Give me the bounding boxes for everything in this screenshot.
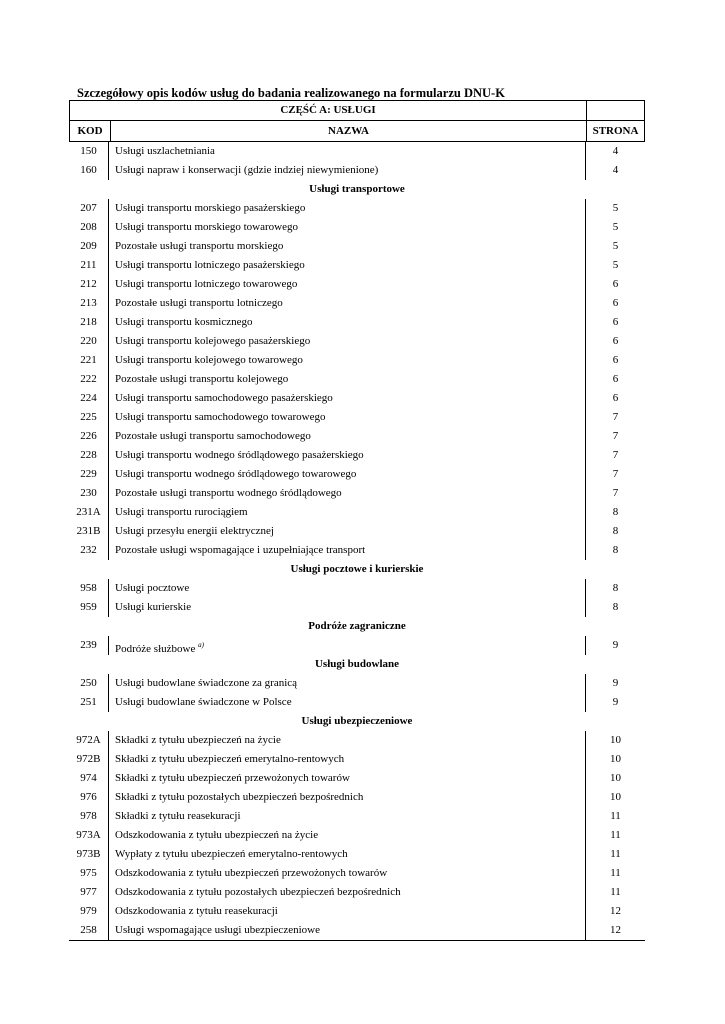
name-text: Usługi uszlachetniania <box>115 145 215 157</box>
part-header: CZĘŚĆ A: USŁUGI <box>70 101 587 120</box>
page-cell: 11 <box>585 807 645 826</box>
code-cell: 972B <box>69 750 109 769</box>
column-header-kod: KOD <box>70 121 111 141</box>
name-text: Odszkodowania z tytułu ubezpieczeń przewożonych towarów <box>115 867 388 879</box>
page-cell: 9 <box>585 636 645 655</box>
name-text: Usługi budowlane świadczone w Polsce <box>115 696 292 708</box>
page-cell: 5 <box>585 218 645 237</box>
column-header-row <box>69 120 645 142</box>
page-cell: 8 <box>585 541 645 560</box>
services-code-table <box>69 100 645 941</box>
page-cell: 8 <box>585 598 645 617</box>
code-cell: 228 <box>69 446 109 465</box>
page-cell: 6 <box>585 313 645 332</box>
code-cell: 978 <box>69 807 109 826</box>
table-row <box>69 370 645 389</box>
name-cell <box>115 902 278 921</box>
page-cell: 6 <box>585 389 645 408</box>
page-cell: 10 <box>585 788 645 807</box>
page-cell: 5 <box>585 256 645 275</box>
part-header-row <box>69 100 645 120</box>
table-bottom-border <box>69 940 645 941</box>
page-cell: 10 <box>585 769 645 788</box>
name-text: Usługi kurierskie <box>115 601 192 613</box>
name-text: Pozostałe usługi wspomagające i uzupełniające transport <box>115 544 366 556</box>
name-text: Odszkodowania z tytułu reasekuracji <box>115 905 278 917</box>
name-cell <box>115 864 387 883</box>
code-cell: 958 <box>69 579 109 598</box>
code-cell: 979 <box>69 902 109 921</box>
code-cell: 972A <box>69 731 109 750</box>
name-text: Składki z tytułu ubezpieczeń emerytalno-rentowych <box>115 753 345 765</box>
table-row <box>69 674 645 693</box>
name-text: Usługi przesyłu energii elektrycznej <box>115 525 274 537</box>
name-text: Składki z tytułu ubezpieczeń przewożonych towarów <box>115 772 350 784</box>
table-row <box>69 389 645 408</box>
table-row <box>69 237 645 256</box>
page-cell: 11 <box>585 864 645 883</box>
table-row <box>69 788 645 807</box>
table-row <box>69 902 645 921</box>
name-text: Usługi transportu kosmicznego <box>115 316 253 328</box>
table-row <box>69 731 645 750</box>
name-cell <box>115 845 348 864</box>
name-cell <box>115 446 364 465</box>
name-cell <box>115 636 204 655</box>
document-title: Szczegółowy opis kodów usług do badania realizowanego na formularzu DNU-K <box>77 86 505 100</box>
name-text: Usługi transportu morskiego pasażerskiego <box>115 202 306 214</box>
code-cell: 231A <box>69 503 109 522</box>
table-row <box>69 883 645 902</box>
page-cell: 5 <box>585 199 645 218</box>
name-cell <box>115 199 305 218</box>
table-row <box>69 294 645 313</box>
code-cell: 959 <box>69 598 109 617</box>
name-cell <box>115 370 288 389</box>
section-heading: Usługi transportowe <box>309 183 405 195</box>
code-cell: 160 <box>69 161 109 180</box>
name-cell <box>115 541 365 560</box>
table-row <box>69 826 645 845</box>
code-cell: 222 <box>69 370 109 389</box>
name-text: Usługi transportu morskiego towarowego <box>115 221 298 233</box>
page-cell: 7 <box>585 446 645 465</box>
page-cell: 6 <box>585 332 645 351</box>
name-cell <box>115 294 283 313</box>
page-cell: 7 <box>585 484 645 503</box>
table-row <box>69 503 645 522</box>
name-text: Usługi transportu wodnego śródlądowego pasażerskiego <box>115 449 364 461</box>
section-heading: Usługi pocztowe i kurierskie <box>290 563 424 575</box>
name-text: Składki z tytułu reasekuracji <box>115 810 241 822</box>
name-cell <box>115 522 274 541</box>
table-row <box>69 351 645 370</box>
page-cell: 7 <box>585 408 645 427</box>
name-cell <box>115 579 189 598</box>
page-cell: 9 <box>585 693 645 712</box>
table-row <box>69 256 645 275</box>
name-cell <box>115 237 283 256</box>
page-cell: 12 <box>585 902 645 921</box>
page-cell: 4 <box>585 161 645 180</box>
name-text: Usługi wspomagające usługi ubezpieczeniowe <box>115 924 320 936</box>
code-cell: 232 <box>69 541 109 560</box>
table-row <box>69 332 645 351</box>
code-cell: 976 <box>69 788 109 807</box>
name-cell <box>115 351 303 370</box>
table-row <box>69 465 645 484</box>
name-cell <box>115 275 297 294</box>
name-text: Pozostałe usługi transportu lotniczego <box>115 297 283 309</box>
table-row <box>69 313 645 332</box>
table-row <box>69 408 645 427</box>
table-row <box>69 579 645 598</box>
table-row <box>69 199 645 218</box>
name-cell <box>115 256 305 275</box>
column-header-strona: STRONA <box>592 125 639 137</box>
name-cell <box>115 807 241 826</box>
page-cell: 7 <box>585 427 645 446</box>
code-cell: 258 <box>69 921 109 940</box>
name-cell <box>115 693 292 712</box>
page-cell: 11 <box>585 845 645 864</box>
name-cell <box>115 427 311 446</box>
section-heading: Podróże zagraniczne <box>308 620 406 632</box>
code-cell: 220 <box>69 332 109 351</box>
name-text: Podróże służbowe <box>115 643 196 655</box>
code-cell: 975 <box>69 864 109 883</box>
name-text: Składki z tytułu ubezpieczeń na życie <box>115 734 281 746</box>
page-cell: 11 <box>585 826 645 845</box>
name-text: Usługi napraw i konserwacji (gdzie indziej niewymienione) <box>115 164 379 176</box>
page-cell: 6 <box>585 275 645 294</box>
table-body <box>69 142 645 940</box>
table-row <box>69 921 645 940</box>
name-text: Pozostałe usługi transportu samochodowego <box>115 430 311 442</box>
code-cell: 211 <box>69 256 109 275</box>
name-text: Usługi transportu samochodowego pasażerskiego <box>115 392 333 404</box>
name-text: Wypłaty z tytułu ubezpieczeń emerytalno-rentowych <box>115 848 348 860</box>
code-cell: 208 <box>69 218 109 237</box>
code-cell: 231B <box>69 522 109 541</box>
section-heading: Usługi budowlane <box>314 658 400 670</box>
table-row <box>69 427 645 446</box>
name-cell <box>115 788 363 807</box>
name-text: Pozostałe usługi transportu morskiego <box>115 240 284 252</box>
page-cell: 8 <box>585 579 645 598</box>
table-row <box>69 161 645 180</box>
name-text: Pozostałe usługi transportu wodnego śródlądowego <box>115 487 342 499</box>
code-cell: 973A <box>69 826 109 845</box>
table-row <box>69 446 645 465</box>
table-row <box>69 522 645 541</box>
section-heading: Usługi ubezpieczeniowe <box>301 715 413 727</box>
code-cell: 218 <box>69 313 109 332</box>
page-cell: 4 <box>585 142 645 161</box>
code-cell: 239 <box>69 636 109 655</box>
name-cell <box>115 484 342 503</box>
code-cell: 150 <box>69 142 109 161</box>
name-cell <box>115 161 378 180</box>
code-cell: 224 <box>69 389 109 408</box>
table-row <box>69 484 645 503</box>
code-cell: 207 <box>69 199 109 218</box>
table-row <box>69 864 645 883</box>
page-cell: 7 <box>585 465 645 484</box>
name-text: Usługi transportu lotniczego towarowego <box>115 278 298 290</box>
code-cell: 973B <box>69 845 109 864</box>
code-cell: 229 <box>69 465 109 484</box>
name-cell <box>115 826 318 845</box>
page-cell: 8 <box>585 522 645 541</box>
code-cell: 974 <box>69 769 109 788</box>
code-cell: 213 <box>69 294 109 313</box>
code-cell: 226 <box>69 427 109 446</box>
table-row <box>69 598 645 617</box>
name-text: Usługi transportu samochodowego towarowego <box>115 411 326 423</box>
name-text: Usługi transportu kolejowego pasażerskiego <box>115 335 311 347</box>
name-cell <box>115 332 310 351</box>
name-cell <box>115 465 356 484</box>
page-cell: 9 <box>585 674 645 693</box>
table-row <box>69 218 645 237</box>
name-cell <box>115 218 298 237</box>
name-cell <box>115 142 215 161</box>
table-row <box>69 769 645 788</box>
name-cell <box>115 598 191 617</box>
page-cell: 12 <box>585 921 645 940</box>
name-cell <box>115 313 252 332</box>
page-cell: 6 <box>585 370 645 389</box>
page-cell: 6 <box>585 351 645 370</box>
table-row <box>69 807 645 826</box>
footnote-marker: a) <box>198 641 204 649</box>
name-text: Składki z tytułu pozostałych ubezpieczeń bezpośrednich <box>115 791 364 803</box>
name-cell <box>115 883 401 902</box>
name-cell <box>115 921 320 940</box>
code-cell: 209 <box>69 237 109 256</box>
table-row <box>69 541 645 560</box>
page-cell: 8 <box>585 503 645 522</box>
code-cell: 977 <box>69 883 109 902</box>
name-cell <box>115 389 333 408</box>
name-cell <box>115 503 248 522</box>
name-cell <box>115 750 344 769</box>
page-cell: 6 <box>585 294 645 313</box>
name-text: Odszkodowania z tytułu pozostałych ubezpieczeń bezpośrednich <box>115 886 401 898</box>
table-row <box>69 845 645 864</box>
name-cell <box>115 674 297 693</box>
name-text: Usługi transportu rurociągiem <box>115 506 248 518</box>
page-cell: 10 <box>585 750 645 769</box>
code-cell: 230 <box>69 484 109 503</box>
name-cell <box>115 731 281 750</box>
name-cell <box>115 408 326 427</box>
table-row <box>69 142 645 161</box>
code-cell: 225 <box>69 408 109 427</box>
name-text: Usługi budowlane świadczone za granicą <box>115 677 298 689</box>
code-cell: 250 <box>69 674 109 693</box>
name-text: Pozostałe usługi transportu kolejowego <box>115 373 289 385</box>
code-cell: 251 <box>69 693 109 712</box>
table-row <box>69 693 645 712</box>
column-header-nazwa: NAZWA <box>111 121 587 141</box>
table-row <box>69 636 645 655</box>
table-row <box>69 750 645 769</box>
code-cell: 212 <box>69 275 109 294</box>
page-cell: 5 <box>585 237 645 256</box>
name-cell <box>115 769 350 788</box>
name-text: Usługi transportu wodnego śródlądowego towarowego <box>115 468 357 480</box>
name-text: Usługi pocztowe <box>115 582 190 594</box>
code-cell: 221 <box>69 351 109 370</box>
page-cell: 10 <box>585 731 645 750</box>
page-cell: 11 <box>585 883 645 902</box>
name-text: Usługi transportu lotniczego pasażerskiego <box>115 259 305 271</box>
name-text: Odszkodowania z tytułu ubezpieczeń na życie <box>115 829 319 841</box>
table-row <box>69 275 645 294</box>
name-text: Usługi transportu kolejowego towarowego <box>115 354 303 366</box>
